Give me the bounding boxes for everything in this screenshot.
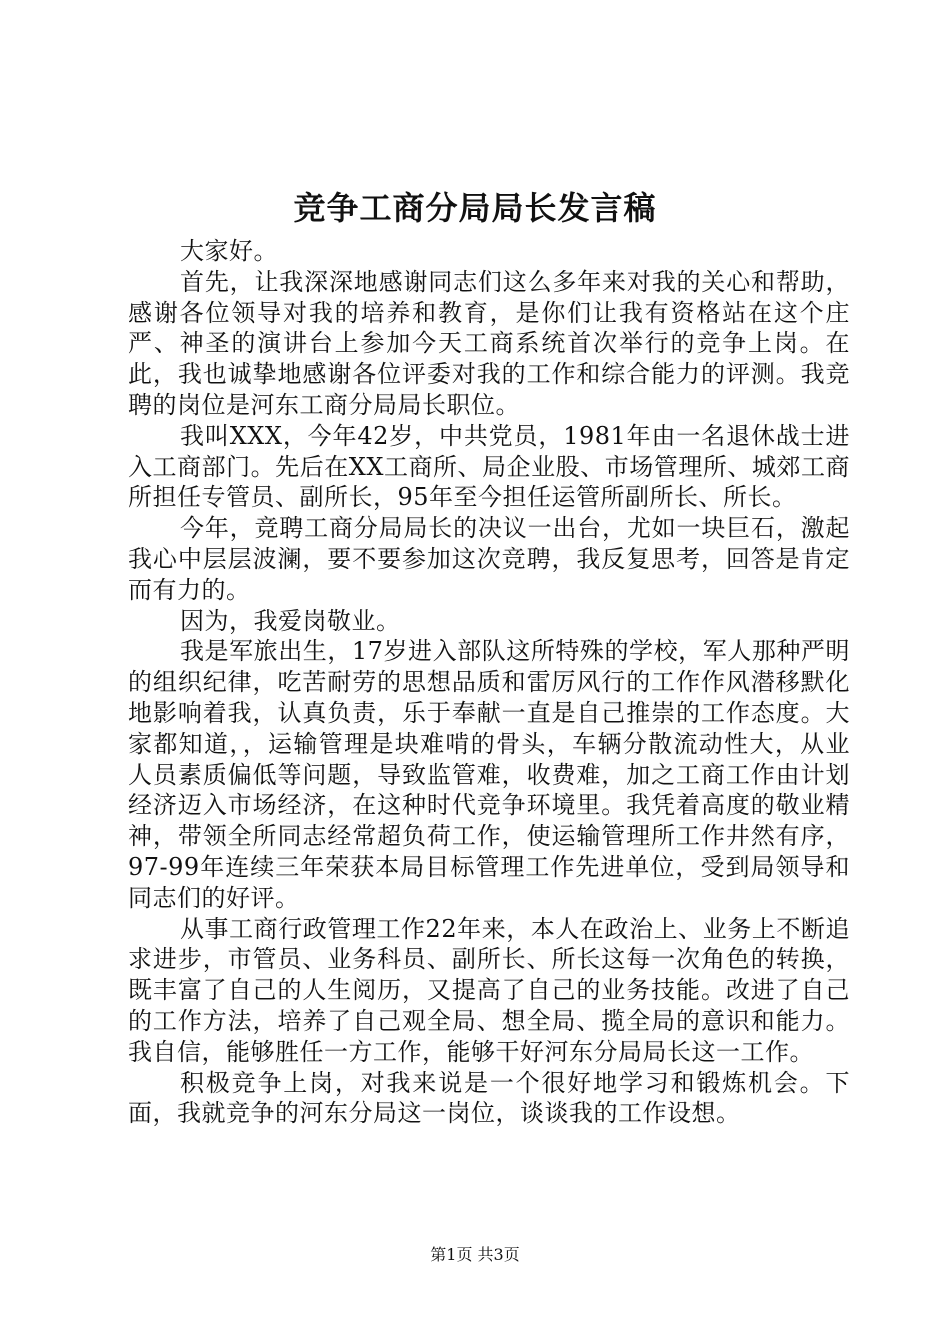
paragraph-reason: 因为，我爱岗敬业。 [180, 606, 401, 635]
paragraph-military-background: 我是军旅出生，17岁进入部队这所特殊的学校，军人那种严明的组织纪律，吃苦耐劳的思想品质和雷厉风行的工作作风潜移默化地影响着我，认真负责，乐于奉献一直是自己推崇的工作态度。大家都知道，，运输管理是块难啃的骨头，车辆分散流动性大，从业人员素质偏低等问题，导致监管难，收费难，加之工商工作由计划经济迈入市场经济，在这种时代竞争环境里。我凭着高度的敬业精神，带领全所同志经常超负荷工作，使运输管理所工作井然有序，97-99年连续三年荣获本局目标管理工作先进单位，受到局领导和同志们的好评。 [128, 637, 850, 912]
paragraph-greeting: 大家好。 [180, 237, 278, 265]
page-title: 竞争工商分局局长发言稿 [293, 189, 657, 227]
page-number-footer: 第1页 共3页 [430, 1245, 520, 1264]
document-body [128, 236, 850, 1129]
paragraph-closing: 积极竞争上岗，对我来说是一个很好地学习和锻炼机会。下面，我就竞争的河东分局这一岗位，谈谈我的工作设想。 [128, 1068, 850, 1128]
paragraph-experience: 从事工商行政管理工作22年来，本人在政治上、业务上不断追求进步，市管员、业务科员、副所长、所长这每一次角色的转换，既丰富了自己的人生阅历，又提高了自己的业务技能。改进了自己的工作方法，培养了自己观全局、想全局、揽全局的意识和能力。我自信，能够胜任一方工作，能够干好河东分局局长这一工作。 [128, 914, 850, 1066]
paragraph-thanks: 首先，让我深深地感谢同志们这么多年来对我的关心和帮助，感谢各位领导对我的培养和教育，是你们让我有资格站在这个庄严、神圣的演讲台上参加今天工商系统首次举行的竞争上岗。在此，我也诚挚地感谢各位评委对我的工作和综合能力的评测。我竞聘的岗位是河东工商分局局长职位。 [128, 267, 850, 419]
paragraph-decision: 今年，竞聘工商分局局长的决议一出台，尤如一块巨石，激起我心中层层波澜，要不要参加这次竞聘，我反复思考，回答是肯定而有力的。 [128, 514, 850, 604]
paragraph-self-intro: 我叫XXX，今年42岁，中共党员，1981年由一名退休战士进入工商部门。先后在XX工商所、局企业股、市场管理所、城郊工商所担任专管员、副所长，95年至今担任运管所副所长、所长。 [128, 421, 850, 512]
